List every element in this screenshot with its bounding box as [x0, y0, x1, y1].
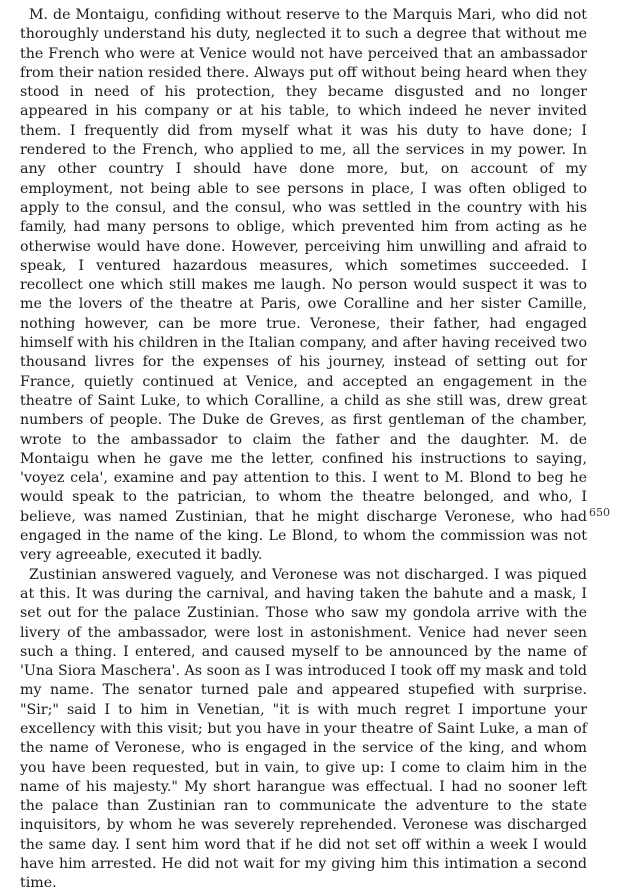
margin-page-number: 650	[589, 506, 610, 519]
paragraph-1: M. de Montaigu, confiding without reserve to the Marquis Mari, who did not thoroughly understand his duty, neglected it to such a degree that without me the French who were at Venice would not have perceived that an ambassador from their nation resided there. Always put off without being heard when they stood in need of his protection, they became disgusted and no longer appeared in his company or at his table, to which indeed he never invited them. I frequently did from myself what it was his duty to have done; I rendered to the French, who applied to me, all the services in my power. In any other country I should have done more, but, on account of my employment, not being able to see persons in place, I was often obliged to apply to the consul, and the consul, who was settled in the country with his family, had many persons to oblige, which prevented him from acting as he otherwise would have done. However, perceiving him unwilling and afraid to speak, I ventured hazardous measures, which sometimes succeeded. I recollect one which still makes me laugh. No person would suspect it was to me the lovers of the theatre at Paris, owe Coralline and her sister Camille, nothing however, can be more true. Veronese, their father, had engaged himself with his children in the Italian company, and after having received two thousand livres for the expenses of his journey, instead of setting out for France, quietly continued at Venice, and accepted an engagement in the theatre of Saint Luke, to which Coralline, a child as she still was, drew great numbers of people. The Duke de Greves, as first gentleman of the chamber, wrote to the ambassador to claim the father and the daughter. M. de Montaigu when he gave me the letter, confined his instructions to saying, 'voyez cela', examine and pay attention to this. I went to M. Blond to beg he would speak to the patrician, to whom the theatre belonged, and who, I believe, was named Zustinian, that he might discharge Veronese, who had engaged in the name of the king. Le Blond, to whom the commission was not very agreeable, executed it badly.	[20, 7, 587, 564]
body-text	[20, 6, 587, 894]
paragraph-2: Zustinian answered vaguely, and Veronese was not discharged. I was piqued at this. It was during the carnival, and having taken the bahute and a mask, I set out for the palace Zustinian. Those who saw my gondola arrive with the livery of the ambassador, were lost in astonishment. Venice had never seen such a thing. I entered, and caused myself to be announced by the name of 'Una Siora Maschera'. As soon as I was introduced I took off my mask and told my name. The senator turned pale and appeared stupefied with surprise. "Sir;" said I to him in Venetian, "it is with much regret I importune your excellency with this visit; but you have in your theatre of Saint Luke, a man of the name of Veronese, who is engaged in the service of the king, and whom you have been requested, but in vain, to give up: I come to claim him in the name of his majesty." My short harangue was effectual. I had no sooner left the palace than Zustinian ran to communicate the adventure to the state inquisitors, by whom he was severely reprehended. Veronese was discharged the same day. I sent him word that if he did not set off within a week I would have him arrested. He did not wait for my giving him this intimation a second time.	[20, 566, 587, 892]
